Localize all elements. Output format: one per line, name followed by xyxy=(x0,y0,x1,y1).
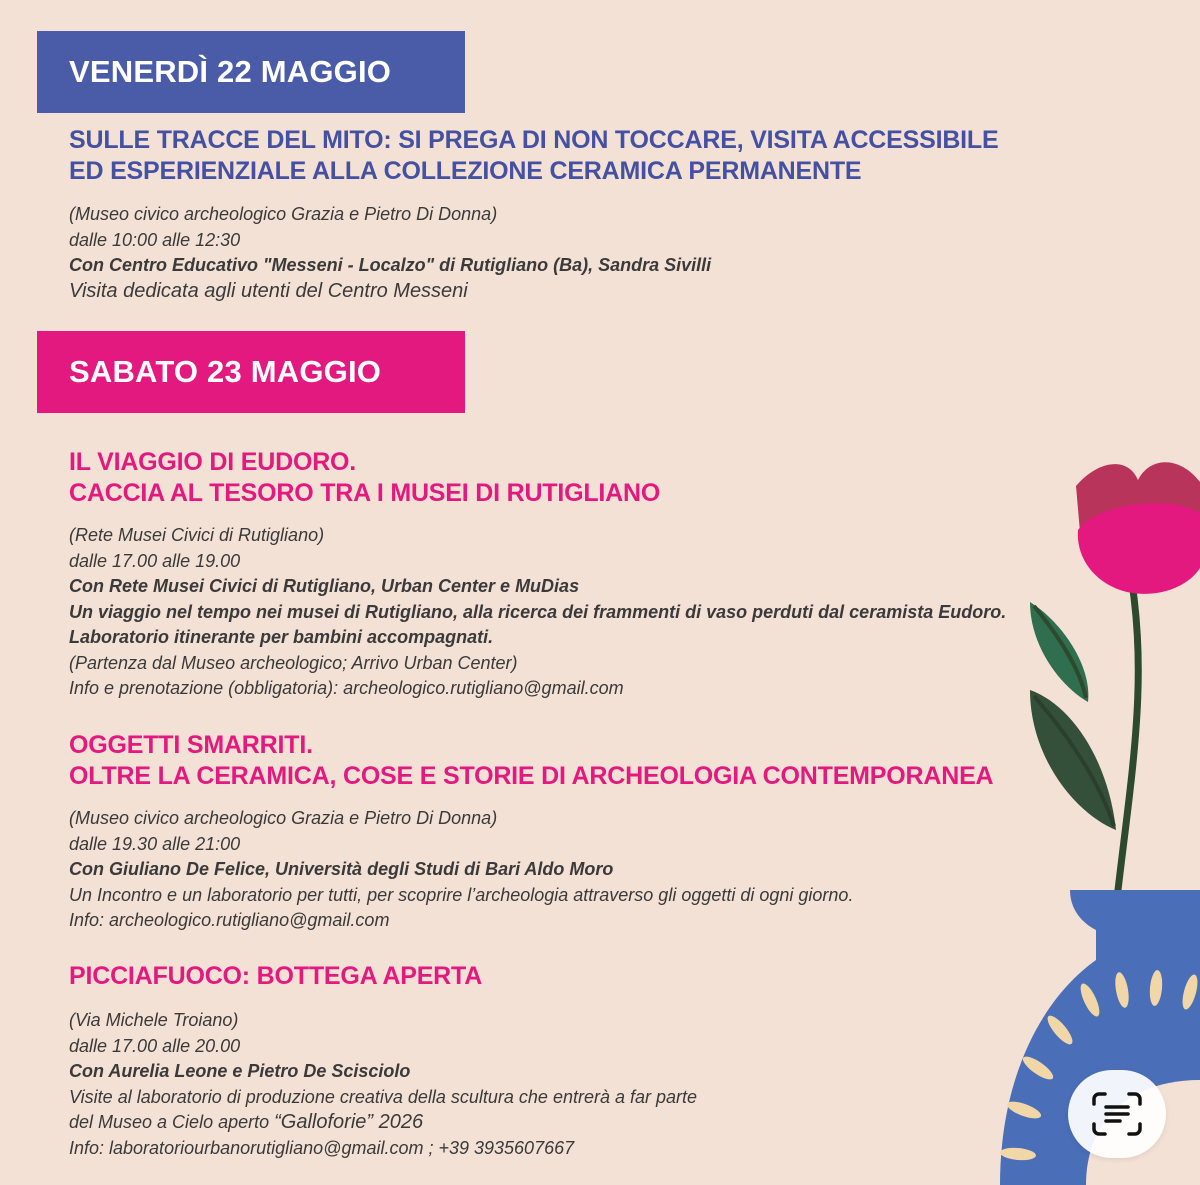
event-venue: (Museo civico archeologico Grazia e Pietro Di Donna) xyxy=(69,808,498,828)
event-description: Un viaggio nel tempo nei musei di Rutigliano, alla ricerca dei frammenti di vaso perduti dal ceramista Eudoro. xyxy=(69,601,1007,622)
event-info: Info: laboratoriourbanorutigliano@gmail.com ; +39 3935607667 xyxy=(69,1137,575,1158)
event-title xyxy=(69,447,1029,509)
day-label-friday: VENERDÌ 22 MAGGIO xyxy=(69,54,392,89)
day-banner-saturday xyxy=(37,331,465,413)
event-title xyxy=(69,125,1029,187)
event-picciafuoco xyxy=(69,961,1029,1161)
event-venue: (Museo civico archeologico Grazia e Pietro Di Donna) xyxy=(69,204,498,224)
event-title-line: ED ESPERIENZIALE ALLA COLLEZIONE CERAMICA PERMANENTE xyxy=(69,157,862,185)
event-title-line: CACCIA AL TESORO TRA I MUSEI DI RUTIGLIANO xyxy=(69,479,661,507)
leaf-upper xyxy=(1030,602,1088,702)
event-title-line: IL VIAGGIO DI EUDORO. xyxy=(69,448,357,476)
event-note: Visita dedicata agli utenti del Centro Messeni xyxy=(69,279,468,302)
event-venue: (Rete Musei Civici di Rutigliano) xyxy=(69,525,325,545)
event-time: dalle 17.00 alle 20.00 xyxy=(69,1035,241,1056)
event-project-name: “Galloforie” 2026 xyxy=(274,1111,424,1133)
event-with: Con Rete Musei Civici di Rutigliano, Urban Center e MuDias xyxy=(69,576,580,596)
event-details xyxy=(69,1008,1029,1161)
event-description xyxy=(69,1110,1029,1136)
event-title xyxy=(69,961,1029,992)
event-route: (Partenza dal Museo archeologico; Arrivo Urban Center) xyxy=(69,652,518,673)
event-description: Visite al laboratorio di produzione creativa della scultura che entrerà a far parte xyxy=(69,1086,698,1107)
event-with: Con Aurelia Leone e Pietro De Scisciolo xyxy=(69,1061,411,1081)
event-time: dalle 10:00 alle 12:30 xyxy=(69,229,241,250)
event-info: Info e prenotazione (obbligatoria): archeologico.rutigliano@gmail.com xyxy=(69,678,624,698)
event-details xyxy=(69,806,1029,934)
petal-front xyxy=(1078,503,1200,594)
event-time: dalle 17.00 alle 19.00 xyxy=(69,550,241,571)
event-details xyxy=(69,202,1029,304)
event-oggetti-smarriti xyxy=(69,730,1029,934)
event-time: dalle 19.30 alle 21:00 xyxy=(69,833,241,854)
text-scan-button[interactable] xyxy=(1068,1070,1166,1158)
event-info: Info: archeologico.rutigliano@gmail.com xyxy=(69,910,390,930)
event-title-line: SULLE TRACCE DEL MITO: SI PREGA DI NON TOCCARE, VISITA ACCESSIBILE xyxy=(69,126,999,154)
event-title-line: PICCIAFUOCO: BOTTEGA APERTA xyxy=(69,962,483,990)
day-banner-friday xyxy=(37,31,465,113)
event-venue: (Via Michele Troiano) xyxy=(69,1010,239,1030)
leaf-lower xyxy=(1030,690,1116,830)
event-title-line: OLTRE LA CERAMICA, COSE E STORIE DI ARCHEOLOGIA CONTEMPORANEA xyxy=(69,762,994,790)
event-details xyxy=(69,523,1029,702)
event-description: Un Incontro e un laboratorio per tutti, per scoprire l’archeologia attraverso gli oggetti di ogni giorno. xyxy=(69,884,854,905)
event-with: Con Centro Educativo "Messeni - Localzo" di Rutigliano (Ba), Sandra Sivilli xyxy=(69,255,712,275)
event-viaggio-eudoro xyxy=(69,447,1029,702)
event-sulle-tracce xyxy=(69,125,1029,304)
event-title-line: OGGETTI SMARRITI. xyxy=(69,731,313,759)
text-scan-icon xyxy=(1091,1091,1143,1137)
day-label-saturday: SABATO 23 MAGGIO xyxy=(69,354,382,389)
event-description: Laboratorio itinerante per bambini accompagnati. xyxy=(69,627,494,647)
event-description-prefix: del Museo a Cielo aperto xyxy=(69,1112,275,1132)
event-with: Con Giuliano De Felice, Università degli Studi di Bari Aldo Moro xyxy=(69,859,614,879)
event-title xyxy=(69,730,1029,792)
